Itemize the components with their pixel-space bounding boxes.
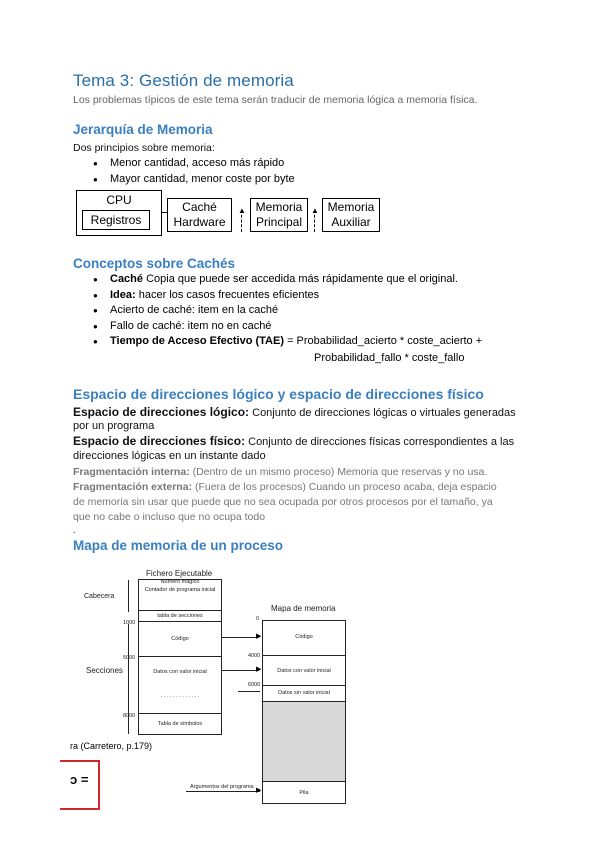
registros-box: Registros bbox=[82, 210, 150, 230]
arrow-right-icon: ▶ bbox=[256, 633, 262, 640]
jerarquia-intro: Dos principios sobre memoria: bbox=[73, 142, 215, 154]
section-heading-jerarquia: Jerarquía de Memoria bbox=[73, 122, 213, 137]
fichero-title: Fichero Ejecutable bbox=[146, 569, 213, 578]
map-datos-sin-row: Datos sin valor inicial bbox=[263, 685, 345, 702]
logico-line1: Espacio de direcciones lógico: Conjunto de direcciones lógicas o virtuales generadas bbox=[73, 405, 516, 419]
secciones-label: Secciones bbox=[86, 666, 123, 675]
tabla-simbolos-row: Tabla de símbolos bbox=[139, 713, 221, 734]
arrow-up-icon: ▲ bbox=[238, 206, 246, 215]
arrow-line bbox=[222, 670, 259, 671]
list-item: ● Tiempo de Acceso Efectivo (TAE) = Probabilidad_acierto * coste_acierto + bbox=[90, 334, 482, 350]
map-datos-valor-row: Datos con valor inicial bbox=[263, 655, 345, 686]
caches-bullets bbox=[90, 272, 482, 350]
fisico-line1: Espacio de direcciones físico: Conjunto de direcciones físicas correspondientes a las bbox=[73, 434, 515, 448]
arrow-line bbox=[238, 691, 260, 692]
addr-6000: 6000 bbox=[248, 682, 261, 688]
map-free-space bbox=[263, 701, 345, 782]
cut-formula-text: ɔ = bbox=[70, 772, 89, 787]
tae-formula-line2: Probabilidad_fallo * coste_fallo bbox=[314, 352, 465, 364]
cache-hardware-label: Hardware bbox=[173, 215, 226, 229]
cache-box bbox=[167, 198, 232, 232]
stray-dot: . bbox=[73, 525, 76, 535]
arrow-right-icon: ▶ bbox=[256, 666, 262, 673]
jerarquia-bullets bbox=[90, 156, 295, 187]
arrow-right-icon: ▶ bbox=[256, 787, 262, 794]
frag-interna: Fragmentación interna: (Dentro de un mismo proceso) Memoria que reservas y no usa. bbox=[73, 466, 488, 478]
cpu-box bbox=[76, 190, 162, 236]
addr-1000: 1000 bbox=[123, 620, 136, 626]
arrow-line bbox=[186, 791, 260, 792]
cabecera-label: Cabecera bbox=[84, 593, 115, 600]
section-heading-espacio: Espacio de direcciones lógico y espacio de direcciones físico bbox=[73, 386, 484, 402]
map-pila-row: Pila bbox=[263, 781, 345, 804]
tabla-secciones-row: tabla de secciones bbox=[139, 610, 221, 621]
arrow-up-icon: ▲ bbox=[311, 206, 319, 215]
page-subtitle: Los problemas típicos de este tema serán traducir de memoria lógica a memoria física. bbox=[73, 94, 478, 106]
addr-5000: 5000 bbox=[123, 655, 136, 661]
figure-caption: ra (Carretero, p.179) bbox=[70, 741, 153, 751]
auxiliar-label: Memoria bbox=[327, 200, 375, 214]
list-item: ● Menor cantidad, acceso más rápido bbox=[90, 156, 295, 172]
frag-externa-line1: Fragmentación externa: (Fuera de los procesos) Cuando un proceso acaba, deja espacio bbox=[73, 481, 497, 493]
frag-externa-line3: que no cabe o incluso que no ocupa todo bbox=[73, 511, 266, 523]
list-item: ● Mayor cantidad, menor coste por byte bbox=[90, 172, 295, 188]
mapa-memoria-box bbox=[262, 620, 346, 804]
addr-8000: 8000 bbox=[123, 713, 136, 719]
fichero-ejecutable-box bbox=[138, 579, 222, 735]
principal-label: Memoria bbox=[255, 200, 303, 214]
argumentos-label: Argumentos del programa bbox=[190, 784, 254, 790]
list-item: ● Acierto de caché: item en la caché bbox=[90, 303, 482, 319]
cache-label: Caché bbox=[182, 200, 217, 214]
logico-line2: por un programa bbox=[73, 420, 155, 432]
list-item: ● Fallo de caché: item no en caché bbox=[90, 319, 482, 335]
auxiliar-label-2: Auxiliar bbox=[331, 215, 371, 229]
list-item: ● Caché Copia que puede ser accedida más rápidamente que el original. bbox=[90, 272, 482, 288]
fisico-line2: direcciones lógicas en un instante dado bbox=[73, 450, 266, 462]
cpu-label: CPU bbox=[106, 193, 132, 207]
datos-valor-row: Datos con valor inicial bbox=[139, 656, 221, 691]
codigo-row: Código bbox=[139, 621, 221, 657]
list-item: ● Idea: hacer los casos frecuentes eficientes bbox=[90, 288, 482, 304]
addr-0: 0 bbox=[256, 616, 260, 622]
section-heading-mapa: Mapa de memoria de un proceso bbox=[73, 538, 284, 553]
principal-label-2: Principal bbox=[255, 215, 303, 229]
cabecera-bracket bbox=[128, 580, 129, 612]
page-title: Tema 3: Gestión de memoria bbox=[73, 71, 294, 90]
addr-4000: 4000 bbox=[248, 653, 261, 659]
auxiliar-box bbox=[322, 198, 380, 232]
map-codigo-row: Código bbox=[295, 634, 313, 640]
section-heading-caches: Conceptos sobre Cachés bbox=[73, 256, 236, 271]
numero-magico-row: Número mágico bbox=[160, 579, 200, 585]
contador-row: Contador de programa inicial bbox=[144, 587, 216, 593]
arrow-line bbox=[222, 637, 259, 638]
formula-red-box bbox=[60, 760, 100, 810]
mapa-title: Mapa de memoria bbox=[271, 604, 336, 613]
principal-box bbox=[250, 198, 308, 232]
dots-row: . . . . . . . . . . . . . bbox=[160, 693, 200, 699]
frag-externa-line2: de memoria sin usar que puede que no sea ocupada por otros procesos por el tamaño, ya bbox=[73, 496, 493, 508]
